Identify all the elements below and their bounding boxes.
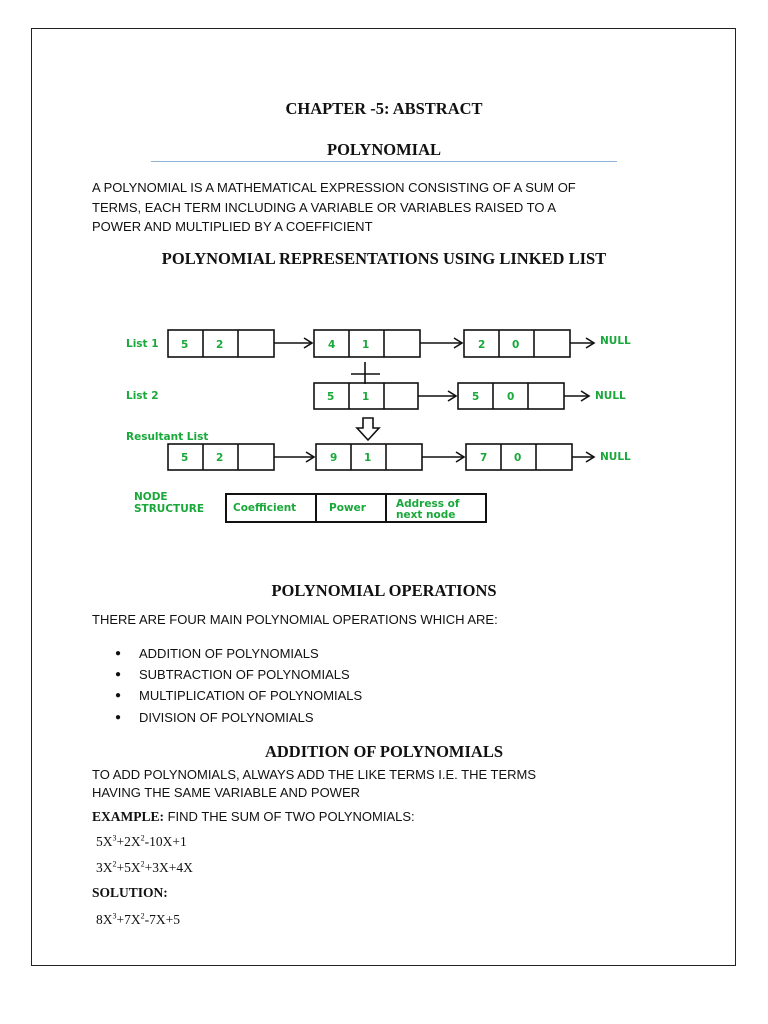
node-value: 0 xyxy=(514,452,522,464)
polynomial-1: $5X^3+2X^2-10X+1$ xyxy=(96,833,187,849)
node-value: 0 xyxy=(512,339,520,351)
example-line xyxy=(92,809,415,825)
list-item: ● MULTIPLICATION OF POLYNOMIALS xyxy=(115,688,363,704)
list-item: ● ADDITION OF POLYNOMIALS xyxy=(115,646,319,662)
chapter-title: CHAPTER -5: ABSTRACT xyxy=(285,99,483,118)
node-structure-label: STRUCTURE xyxy=(134,503,204,515)
list2-label: List 2 xyxy=(126,390,159,402)
node-value: 1 xyxy=(364,452,372,464)
resultant-list-label: Resultant List xyxy=(126,431,209,443)
main-title: POLYNOMIAL xyxy=(327,140,441,159)
node-value: 5 xyxy=(181,452,189,464)
node-value: 5 xyxy=(472,391,480,403)
polynomial-2: $3X^2+5X^2+3X+4X$ xyxy=(96,859,193,875)
list-item: ● SUBTRACTION OF POLYNOMIALS xyxy=(115,667,350,683)
null-label: NULL xyxy=(600,451,631,463)
node-value: 0 xyxy=(507,391,515,403)
node-field-address: next node xyxy=(396,509,456,521)
intro-line: TERMS, EACH TERM INCLUDING A VARIABLE OR VARIABLES RAISED TO A xyxy=(92,199,557,215)
addition-line: TO ADD POLYNOMIALS, ALWAYS ADD THE LIKE TERMS I.E. THE TERMS xyxy=(92,767,537,782)
node-field-power: Power xyxy=(329,502,366,514)
node-value: 2 xyxy=(216,452,224,464)
operations-intro: THERE ARE FOUR MAIN POLYNOMIAL OPERATIONS WHICH ARE: xyxy=(92,612,498,627)
node-value: 2 xyxy=(478,339,486,351)
intro-paragraph xyxy=(92,178,682,237)
node-value: 1 xyxy=(362,339,370,351)
intro-line: POWER AND MULTIPLIED BY A COEFFICIENT xyxy=(92,219,373,234)
node-value: 2 xyxy=(216,339,224,351)
title-underline xyxy=(151,161,617,162)
node-structure-label: NODE xyxy=(134,491,168,503)
linked-list-diagram xyxy=(118,318,658,530)
section-heading-linked-list: POLYNOMIAL REPRESENTATIONS USING LINKED LIST xyxy=(161,249,607,268)
list-item: ● DIVISION OF POLYNOMIALS xyxy=(115,709,314,725)
node-value: 5 xyxy=(327,391,335,403)
node-value: 4 xyxy=(328,339,336,351)
node-field-coefficient: Coefficient xyxy=(233,502,297,514)
section-heading-addition: ADDITION OF POLYNOMIALS xyxy=(264,742,504,761)
node-value: 1 xyxy=(362,391,370,403)
node-value: 9 xyxy=(330,452,338,464)
operations-list xyxy=(115,643,362,728)
example-label: EXAMPLE: xyxy=(92,809,164,824)
null-label: NULL xyxy=(595,390,626,402)
example-text: FIND THE SUM OF TWO POLYNOMIALS: xyxy=(164,809,415,824)
addition-line: HAVING THE SAME VARIABLE AND POWER xyxy=(92,784,361,800)
intro-line: A POLYNOMIAL IS A MATHEMATICAL EXPRESSION CONSISTING OF A SUM OF xyxy=(92,180,576,195)
node-value: 5 xyxy=(181,339,189,351)
solution-polynomial: $8X^3+7X^2-7X+5$ xyxy=(96,911,180,927)
node-field-address: Address of xyxy=(396,498,460,510)
solution-label: SOLUTION: xyxy=(92,885,168,900)
null-label: NULL xyxy=(600,335,631,347)
node-value: 7 xyxy=(480,452,488,464)
section-heading-operations: POLYNOMIAL OPERATIONS xyxy=(271,581,497,600)
list1-label: List 1 xyxy=(126,338,159,350)
addition-paragraph xyxy=(92,766,682,801)
